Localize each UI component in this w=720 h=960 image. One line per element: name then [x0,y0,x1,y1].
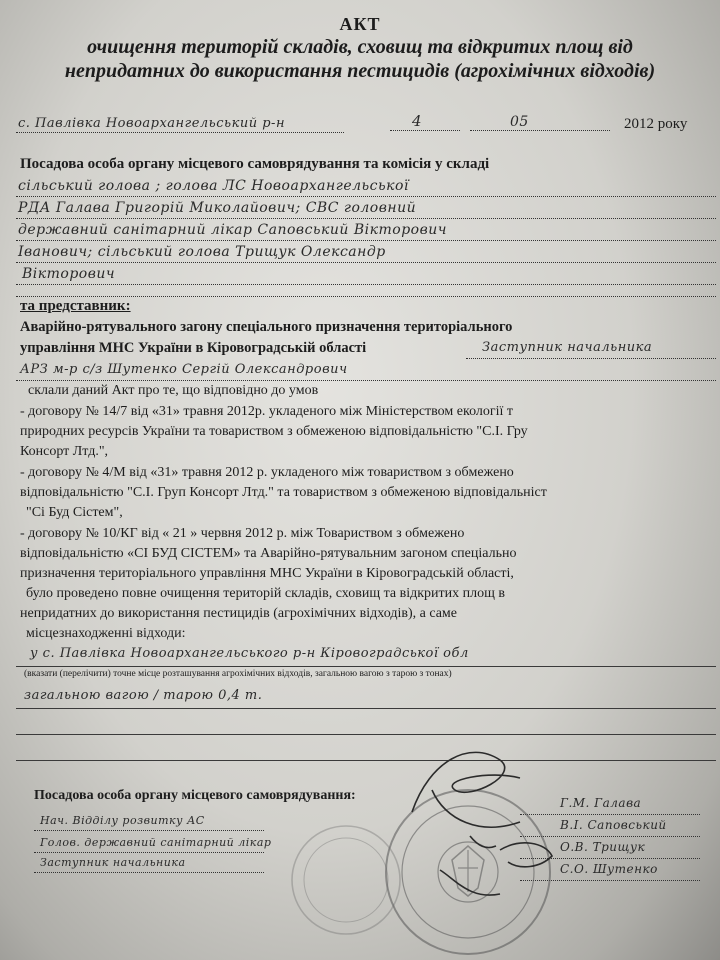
place-field: с. Павлівка Новоархангельський р-н [18,116,286,131]
commission-line-5: Вікторович [22,266,116,282]
signer-right-3: О.В. Трищук [560,840,646,854]
contract-2-line-1: - договору № 4/М від «31» травня 2012 р. укладеного між товариством з обмежено [20,465,514,480]
contract-1-line-3: Консорт Лтд.", [20,444,109,459]
commission-line-4: Іванович; сільський голова Трищук Олександр [18,244,386,260]
location-caption: (вказати (перелічити) точне місце розташування агрохімічних відходів, загальною вагою з тарою з тонах) [24,669,452,679]
cleanup-line-2: непридатних до використання пестицидів (агрохімічних відходів), а саме [20,606,457,621]
date-month: 05 [510,114,529,130]
representative-handwritten-2: АРЗ м-р с/з Шутенко Сергій Олександрович [20,362,348,377]
date-year: 2012 року [624,116,688,132]
signature-heading: Посадова особа органу місцевого самоврядування: [34,788,356,803]
representative-line-2: управління МНС України в Кіровоградській області [20,340,367,356]
contract-3-line-3: призначення територіального управління МНС України в Кіровоградській області, [20,566,514,581]
signer-left-1: Нач. Відділу розвитку АС [40,814,205,827]
signer-left-3: Заступник начальника [40,856,186,869]
location-handwritten: у с. Павлівка Новоархангельського р-н Кіровоградської обл [30,646,469,661]
commission-line-1: сільський голова ; голова ЛС Новоархангельської [18,178,409,194]
signature-strokes [412,752,552,895]
second-stamp [292,826,400,934]
date-day: 4 [412,112,423,130]
weight-handwritten: загальною вагою / тарою 0,4 т. [24,688,263,703]
official-seal-stamp [386,790,550,954]
contract-1-line-1: - договору № 14/7 від «31» травня 2012р. укладеного між Міністерством екології т [20,404,514,419]
cleanup-line-3: місцезнаходженні відходи: [26,626,186,641]
signer-left-2: Голов. державний санітарний лікар [40,836,272,849]
contract-2-line-2: відповідальністю "С.І. Груп Консорт Лтд." та товариством з обмеженою відповідальніст [20,485,547,500]
signer-right-2: В.І. Саповський [560,818,667,832]
commission-line-3: державний санітарний лікар Саповський Вікторович [18,222,447,238]
clause-intro: склали даний Акт про те, що відповідно до умов [28,383,319,398]
contract-3-line-1: - договору № 10/КГ від « 21 » червня 2012 р. між Товариством з обмежено [20,526,465,541]
cleanup-line-1: було проведено повне очищення територій складів, сховищ та відкритих площ в [26,586,505,601]
contract-3-line-2: відповідальністю «СІ БУД СІСТЕМ» та Аварійно-рятувальним загоном спеціально [20,546,517,561]
representative-label: та представник: [20,298,131,314]
doc-subtitle-line-2: непридатних до використання пестицидів (агрохімічних відходів) [64,60,656,82]
representative-line-1: Аварійно-рятувального загону спеціального призначення територіального [20,319,513,335]
commission-line-2: РДА Галава Григорій Миколайович; СВС головний [18,200,417,216]
doc-title: АКТ [339,14,381,34]
contract-2-line-3: "Сі Буд Сістем", [26,505,123,520]
signer-right-1: Г.М. Галава [560,796,642,810]
official-heading: Посадова особа органу місцевого самоврядування та комісія у складі [20,156,490,172]
contract-1-line-2: природних ресурсів України та товариством з обмеженою відповідальністю "С.І. Гру [20,424,528,439]
doc-subtitle-line-1: очищення територій складів, сховищ та відкритих площ від [87,36,633,58]
representative-handwritten-1: Заступник начальника [482,340,653,355]
signer-right-4: С.О. Шутенко [560,862,658,876]
